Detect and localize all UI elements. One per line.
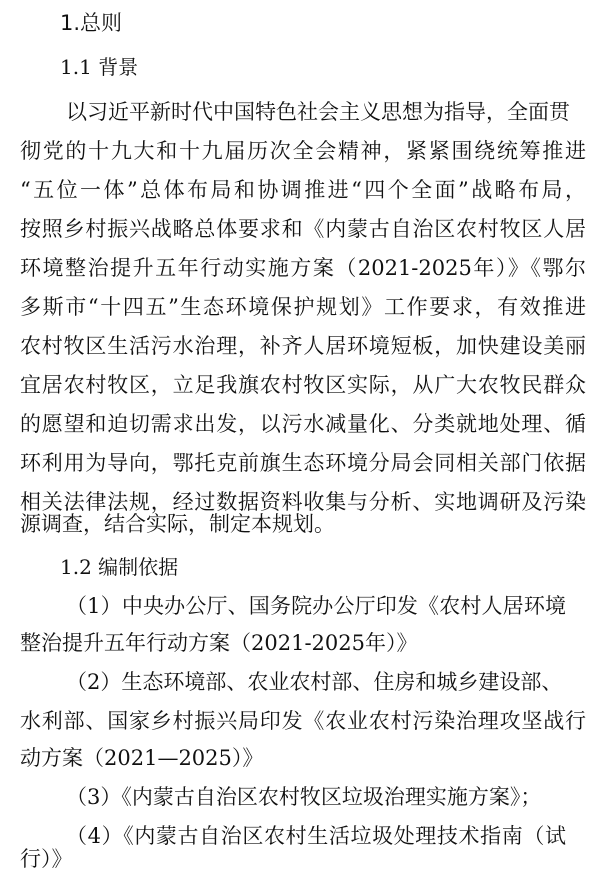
background-paragraph-line: “五位一体”总体布局和协调推进“四个全面”战略布局， [20, 178, 586, 202]
background-heading: 1.1 背景 [60, 55, 139, 79]
background-paragraph-line: 按照乡村振兴战略总体要求和《内蒙古自治区农村牧区人居 [20, 217, 586, 241]
section-title: 1.总则 [60, 11, 123, 35]
background-paragraph-line: 农村牧区生活污水治理，补齐人居环境短板，加快建设美丽 [20, 334, 586, 358]
background-paragraph-line: 源调查，结合实际，制定本规划。 [20, 512, 335, 536]
basis-item-line: （3）《内蒙古自治区农村牧区垃圾治理实施方案》； [66, 785, 542, 809]
basis-item-line: （4）《内蒙古自治区农村生活垃圾处理技术指南（试 [66, 824, 566, 848]
basis-item-line: 整治提升五年行动方案（2021-2025年）》 [20, 631, 418, 655]
basis-heading: 1.2 编制依据 [60, 555, 179, 579]
background-paragraph-line: 环利用为导向，鄂托克前旗生态环境分局会同相关部门依据 [20, 451, 586, 475]
background-paragraph-line: 多斯市“十四五”生态环境保护规划》工作要求，有效推进 [20, 295, 586, 319]
basis-item-line: 动方案（2021—2025）》 [20, 746, 264, 770]
basis-item-line: （1）中央办公厅、国务院办公厅印发《农村人居环境 [66, 594, 566, 618]
background-paragraph-line: 以习近平新时代中国特色社会主义思想为指导，全面贯 [66, 100, 570, 124]
background-paragraph-line: 的愿望和迫切需求出发，以污水减量化、分类就地处理、循 [20, 412, 586, 436]
basis-item-line: （2）生态环境部、农业农村部、住房和城乡建设部、 [66, 670, 563, 694]
background-paragraph-line: 彻党的十九大和十九届历次全会精神，紧紧围绕统筹推进 [20, 139, 586, 163]
background-paragraph-line: 宜居农村牧区，立足我旗农村牧区实际，从广大农牧民群众 [20, 373, 586, 397]
basis-item-line: 水利部、国家乡村振兴局印发《农业农村污染治理攻坚战行 [20, 709, 586, 733]
background-paragraph-line: 环境整治提升五年行动实施方案（2021-2025年）》《鄂尔 [20, 256, 586, 280]
basis-item-line: 行）》 [20, 847, 73, 871]
background-paragraph-line: 相关法律法规，经过数据资料收集与分析、实地调研及污染 [20, 490, 586, 514]
